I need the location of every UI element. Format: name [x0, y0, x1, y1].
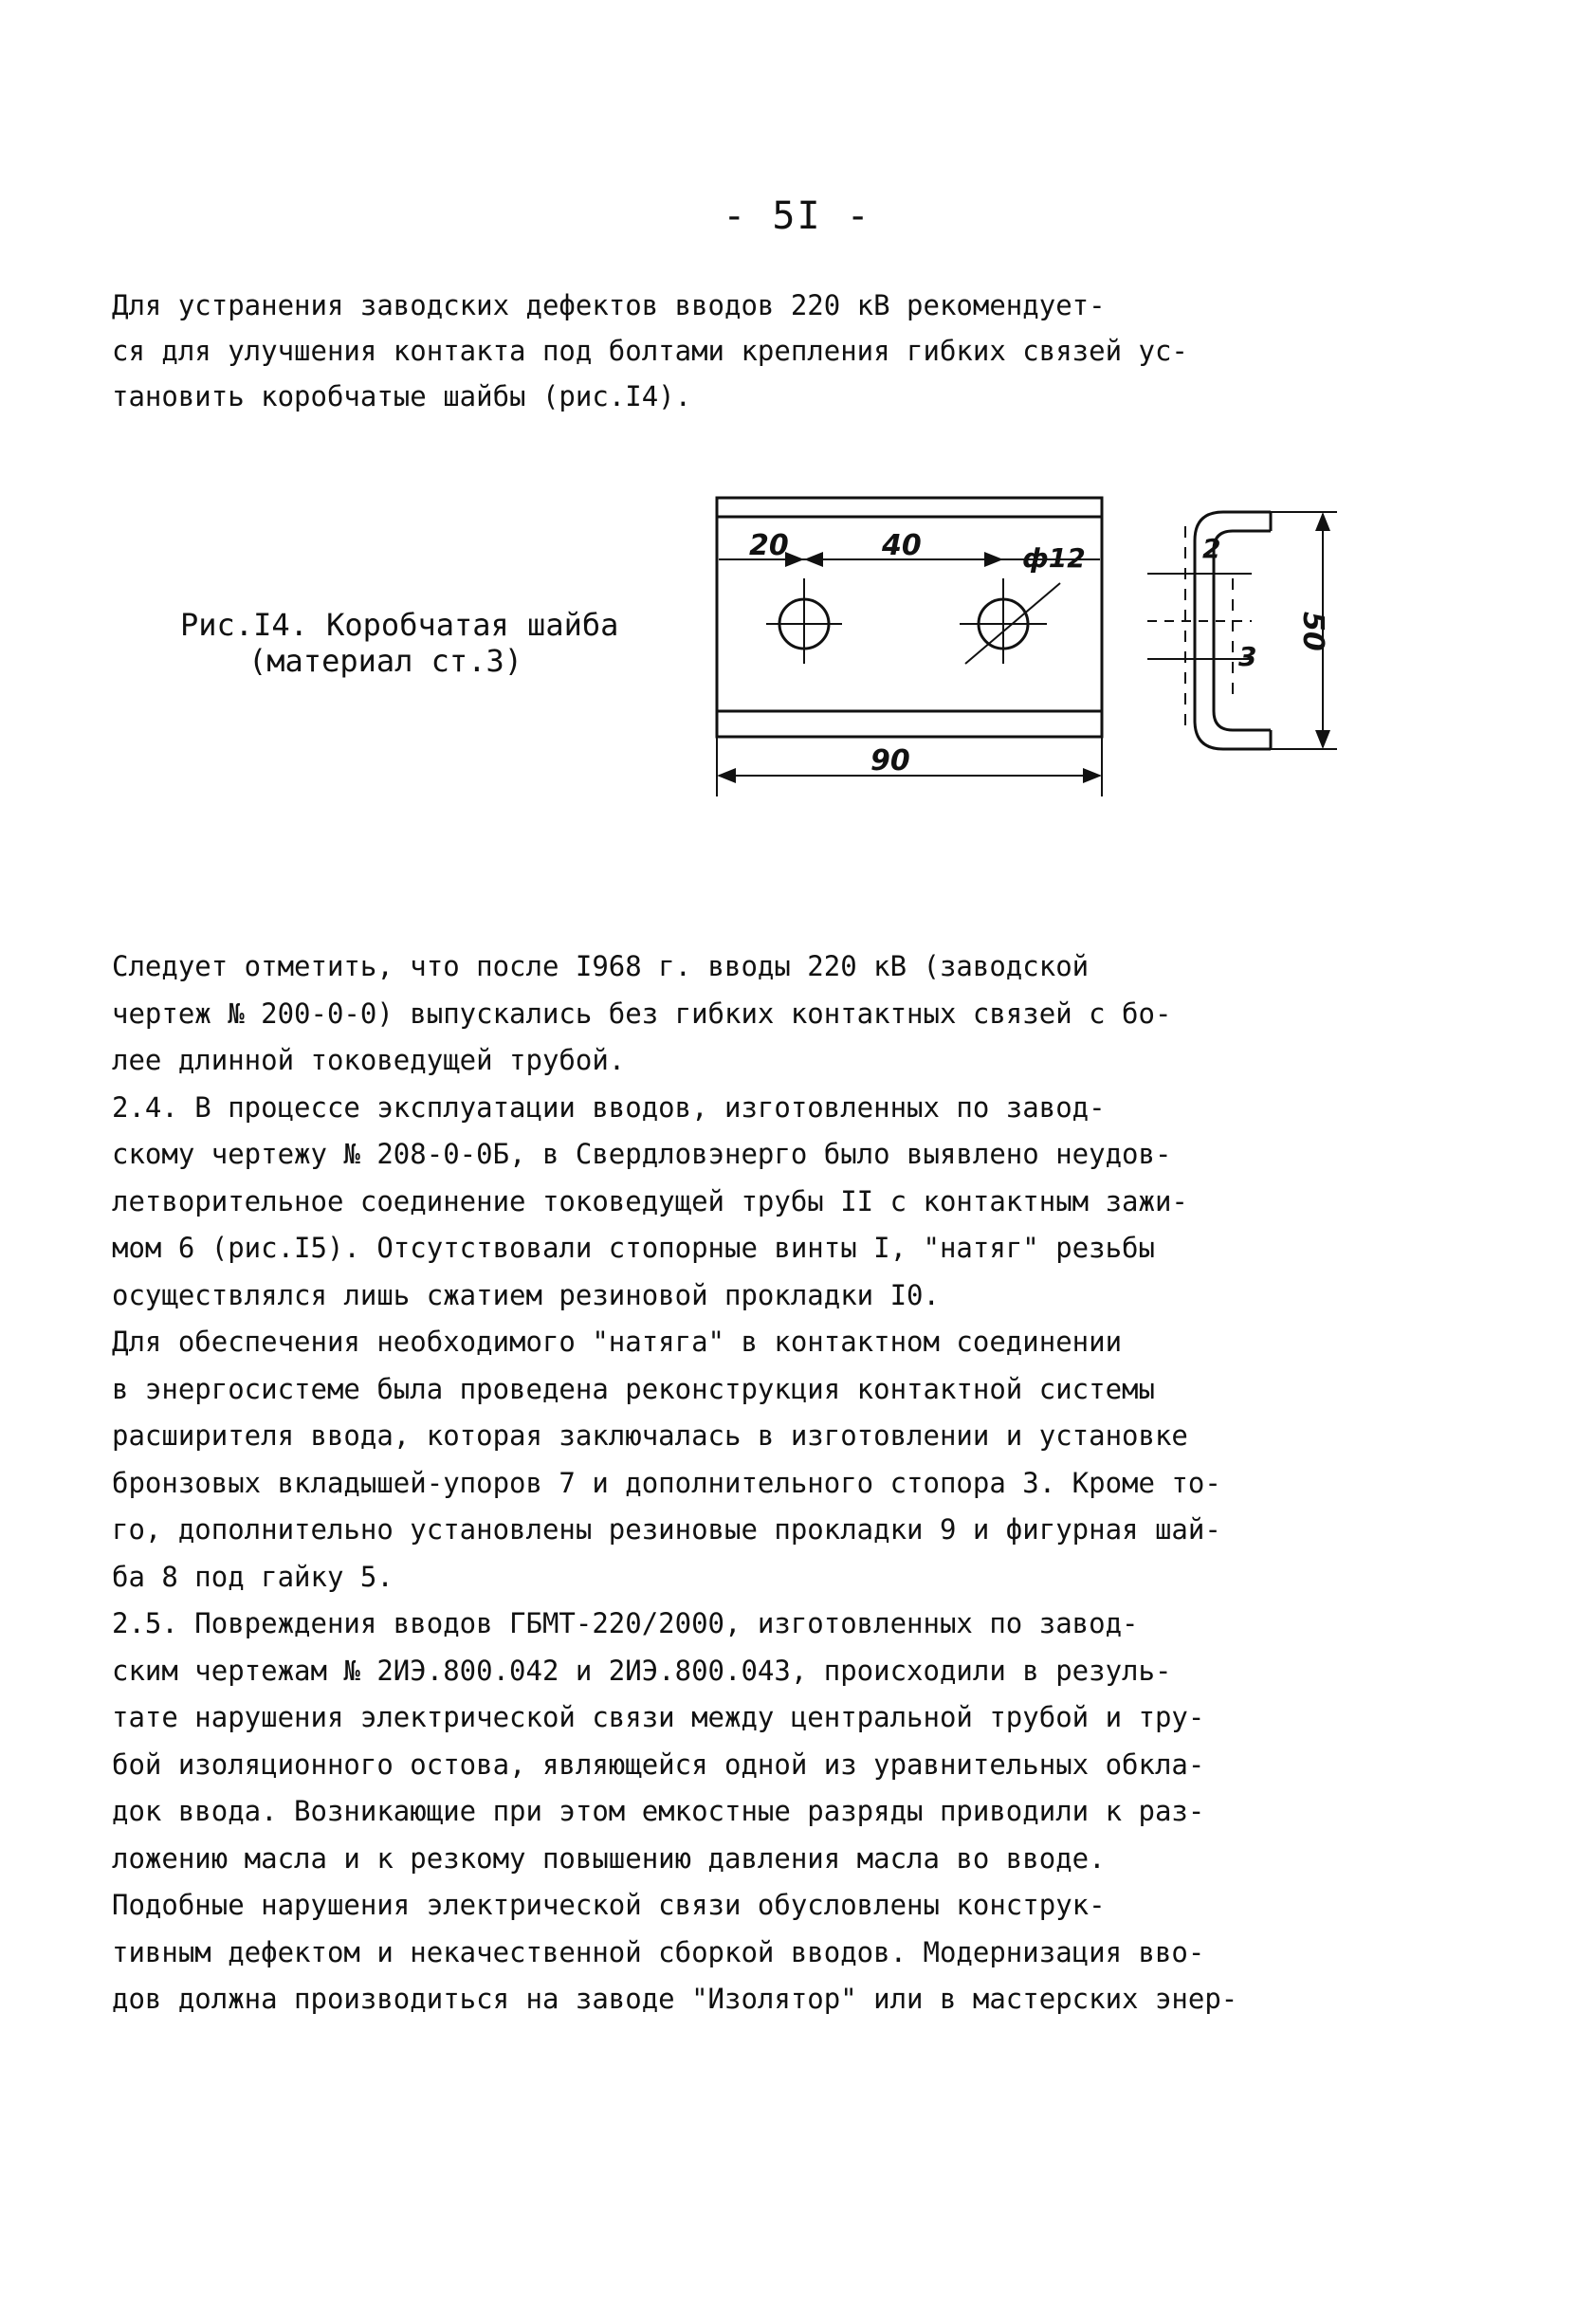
text-line: ским чертежам № 2ИЭ.800.042 и 2ИЭ.800.043, происходили в резуль- [112, 1654, 1172, 1687]
text-line: тивным дефектом и некачественной сборкой вводов. Модернизация вво- [112, 1935, 1205, 1968]
dim-90: 90 [870, 744, 910, 778]
dim-3: 3 [1238, 641, 1257, 672]
body-text [112, 943, 1373, 2023]
dim-phi12: ф12 [1022, 542, 1086, 574]
text-line: чертеж № 200-0-0) выпускались без гибких контактных связей с бо- [112, 997, 1172, 1030]
caption-title: Рис.I4. Коробчатая шайба [180, 607, 619, 643]
text-line: ба 8 под гайку 5. [112, 1560, 394, 1593]
dim-40: 40 [882, 529, 922, 562]
hole-right [979, 599, 1028, 649]
dim-2: 2 [1202, 533, 1221, 564]
text-line: Подобные нарушения электрической связи обусловлены конструк- [112, 1889, 1106, 1921]
text-line: Следует отметить, что после I968 г. вводы 220 кВ (заводской [112, 950, 1090, 982]
caption-material: (материал ст.3) [248, 643, 522, 679]
text-line: бой изоляционного остова, являющейся одной из уравнительных обкла- [112, 1748, 1205, 1781]
figure-caption [180, 607, 618, 679]
text-line: Для обеспечения необходимого "натяга" в контактном соединении [112, 1326, 1123, 1358]
text-line: ся для улучшения контакта под болтами крепления гибких связей ус- [112, 335, 1188, 367]
text-line: дов должна производиться на заводе "Изолятор" или в мастерских энер- [112, 1983, 1238, 2015]
text-line: тате нарушения электрической связи между центральной трубой и тру- [112, 1701, 1205, 1733]
page-number: - 5I - [723, 194, 871, 238]
intro-paragraph [112, 283, 1373, 419]
text-line: Для устранения заводских дефектов вводов 220 кВ рекомендует- [112, 289, 1106, 321]
text-line: док ввода. Возникающие при этом емкостные разряды приводили к раз- [112, 1795, 1205, 1827]
text-line: осуществлялся лишь сжатием резиновой прокладки I0. [112, 1278, 940, 1311]
side-profile [1195, 512, 1271, 749]
text-line: 2.4. В процессе эксплуатации вводов, изготовленных по завод- [112, 1090, 1106, 1124]
dim-50: 50 [1296, 612, 1329, 651]
text-line: ложению масла и к резкому повышению давления масла во вводе. [112, 1841, 1106, 1875]
text-line: тановить коробчатые шайбы (рис.I4). [112, 380, 692, 412]
text-line: летворительное соединение токоведущей трубы II с контактным зажи- [112, 1184, 1188, 1217]
plate-outline [717, 498, 1102, 737]
text-line: мом 6 (рис.I5). Отсутствовали стопорные винты I, "натяг" резьбы [112, 1232, 1155, 1264]
text-line: лее длинной токоведущей трубой. [112, 1044, 626, 1076]
text-line: 2.5. Повреждения вводов ГБМТ-220/2000, изготовленных по завод- [112, 1607, 1139, 1639]
text-line: в энергосистеме была проведена реконструкция контактной системы [112, 1372, 1155, 1405]
text-line: расширителя ввода, которая заключалась в изготовлении и установке [112, 1419, 1188, 1452]
text-line: скому чертежу № 208-0-0Б, в Свердловэнерго было выявлено неудов- [112, 1138, 1172, 1170]
text-line: го, дополнительно установлены резиновые прокладки 9 и фигурная шай- [112, 1513, 1221, 1546]
text-line: бронзовых вкладышей-упоров 7 и дополнительного стопора 3. Кроме то- [112, 1466, 1221, 1499]
dim-20: 20 [749, 529, 789, 562]
hole-left [779, 599, 829, 649]
